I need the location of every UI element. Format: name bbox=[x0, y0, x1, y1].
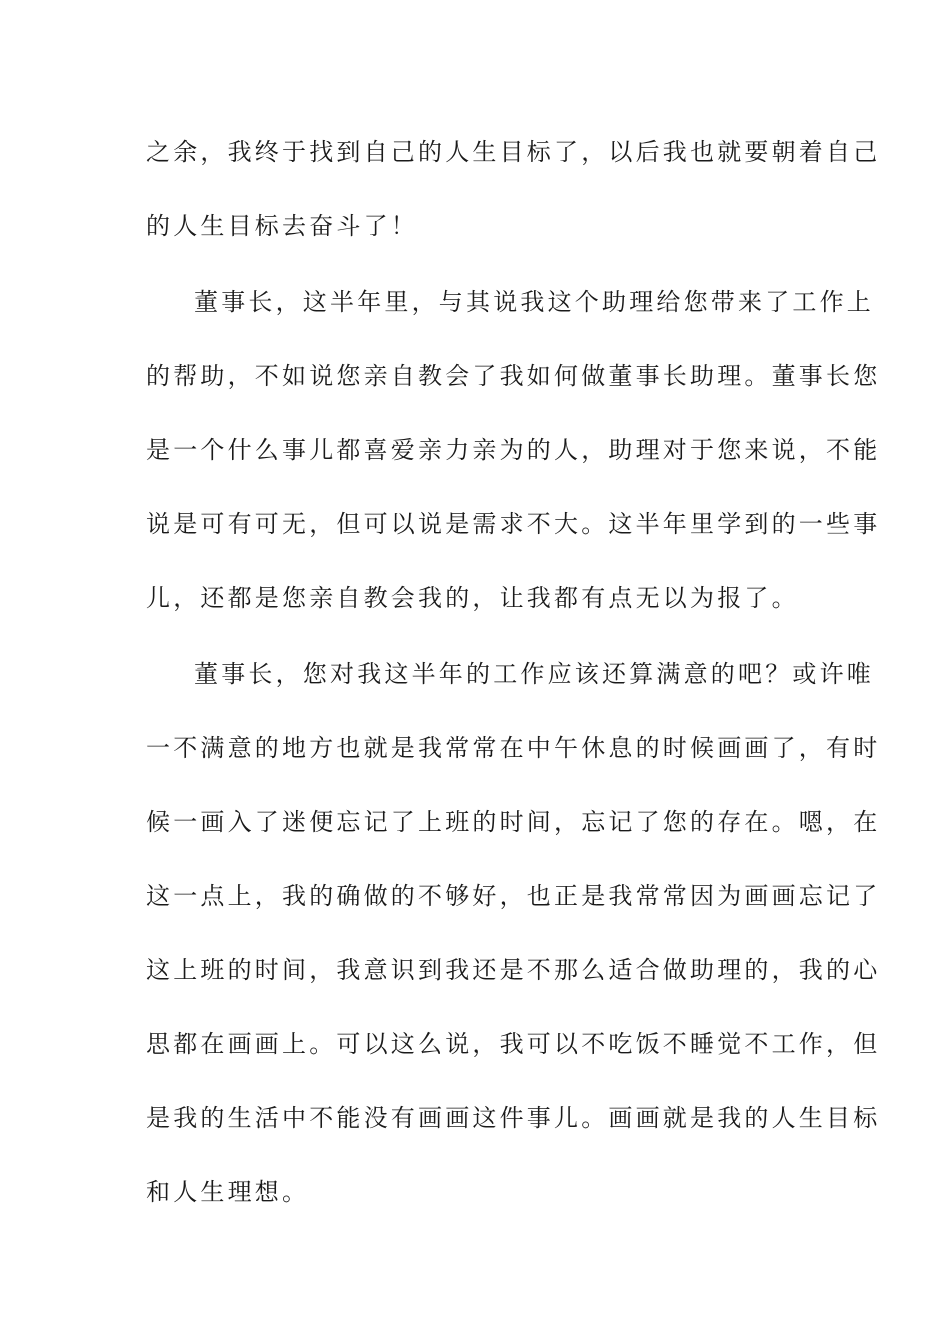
text-line: 这上班的时间，我意识到我还是不那么适合做助理的，我的心 bbox=[146, 956, 881, 984]
text-line: 是一个什么事儿都喜爱亲力亲为的人，助理对于您来说，不能 bbox=[146, 436, 881, 464]
text-line: 一不满意的地方也就是我常常在中午休息的时候画画了，有时 bbox=[146, 734, 881, 762]
text-line: 的人生目标去奋斗了！ bbox=[146, 212, 418, 240]
text-line: 之余，我终于找到自己的人生目标了，以后我也就要朝着自己 bbox=[146, 138, 881, 166]
paragraph-first-line: 董事长，您对我这半年的工作应该还算满意的吧？或许唯 bbox=[194, 660, 874, 688]
text-line: 候一画入了迷便忘记了上班的时间，忘记了您的存在。嗯，在 bbox=[146, 808, 881, 836]
paragraph-first-line: 董事长，这半年里，与其说我这个助理给您带来了工作上 bbox=[194, 288, 874, 316]
text-line: 儿，还都是您亲自教会我的，让我都有点无以为报了。 bbox=[146, 584, 799, 612]
text-line: 说是可有可无，但可以说是需求不大。这半年里学到的一些事 bbox=[146, 510, 881, 538]
text-line: 和人生理想。 bbox=[146, 1178, 310, 1206]
text-line: 是我的生活中不能没有画画这件事儿。画画就是我的人生目标 bbox=[146, 1104, 881, 1132]
text-line: 的帮助，不如说您亲自教会了我如何做董事长助理。董事长您 bbox=[146, 362, 881, 390]
text-line: 这一点上，我的确做的不够好，也正是我常常因为画画忘记了 bbox=[146, 882, 881, 910]
text-line: 思都在画画上。可以这么说，我可以不吃饭不睡觉不工作，但 bbox=[146, 1030, 881, 1058]
